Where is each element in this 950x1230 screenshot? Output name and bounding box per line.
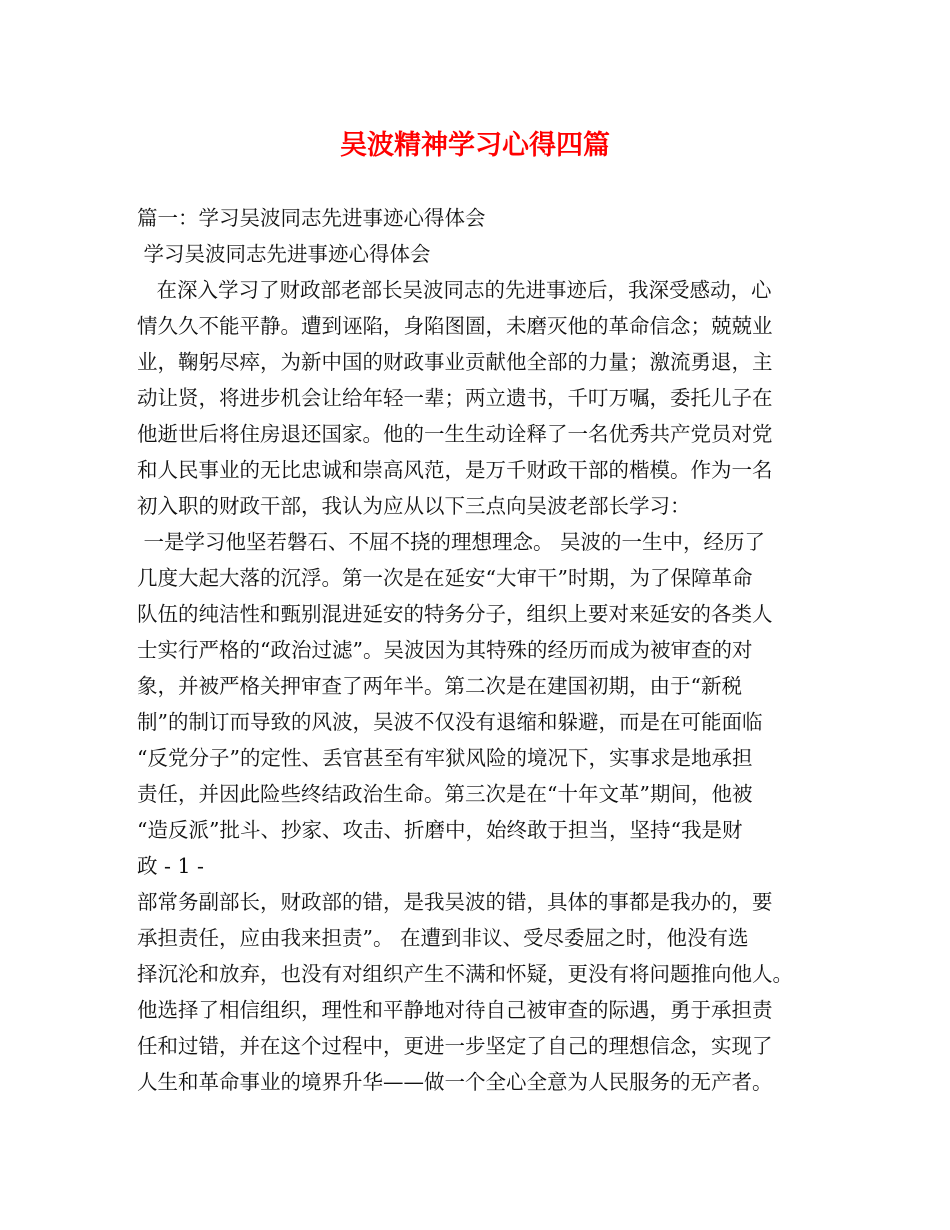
text-line: 人生和革命事业的境界升华——做一个全心全意为人民服务的无产者。 <box>137 1070 773 1094</box>
text-line: 初入职的财政干部，我认为应从以下三点向吴波老部长学习： <box>137 494 691 518</box>
text-line: 在深入学习了财政部老部长吴波同志的先进事迹后，我深受感动，心 <box>137 278 772 302</box>
text-line: 他选择了相信组织，理性和平静地对待自己被审查的际遇，勇于承担责 <box>137 998 773 1022</box>
text-line: 和人民事业的无比忠诚和崇高风范，是万千财政干部的楷模。作为一名 <box>137 458 773 482</box>
text-line: 部常务副部长，财政部的错，是我吴波的错，具体的事都是我办的，要 <box>137 890 773 914</box>
text-line: 任和过错，并在这个过程中，更进一步坚定了自己的理想信念，实现了 <box>137 1034 773 1058</box>
text-line: 情久久不能平静。遭到诬陷，身陷图圄，未磨灭他的革命信念；兢兢业 <box>137 314 773 338</box>
text-line: 择沉沦和放弃，也没有对组织产生不满和怀疑，更没有将问题推向他人。 <box>137 962 793 986</box>
text-line: 学习吴波同志先进事迹心得体会 <box>137 242 431 266</box>
text-line: 责任，并因此险些终结政治生命。第三次是在“十年文革”期间，他被 <box>137 782 753 806</box>
text-line: “反党分子”的定性、丢官甚至有牢狱风险的境况下，实事求是地承担 <box>137 746 753 770</box>
text-line-page-number: 政 - 1 - <box>137 854 204 878</box>
text-line: 他逝世后将住房退还国家。他的一生生动诠释了一名优秀共产党员对党 <box>137 422 773 446</box>
text-line: 一是学习他坚若磐石、不屈不挠的理想理念。 吴波的一生中，经历了 <box>137 530 766 554</box>
document-title: 吴波精神学习心得四篇 <box>340 130 610 161</box>
text-line: 几度大起大落的沉浮。第一次是在延安“大审干”时期，为了保障革命 <box>137 566 753 590</box>
text-line: 动让贤，将进步机会让给年轻一辈；两立遗书，千叮万嘱，委托儿子在 <box>137 386 773 410</box>
text-line: 篇一：学习吴波同志先进事迹心得体会 <box>137 206 486 230</box>
text-line: 队伍的纯洁性和甄别混进延安的特务分子，组织上要对来延安的各类人 <box>137 602 773 626</box>
text-line: 制”的制订而导致的风波，吴波不仅没有退缩和躲避，而是在可能面临 <box>137 710 763 734</box>
text-line: 士实行严格的“政治过滤”。吴波因为其特殊的经历而成为被审查的对 <box>137 638 753 662</box>
text-line: 象，并被严格关押审查了两年半。第二次是在建国初期，由于“新税 <box>137 674 742 698</box>
text-line: “造反派”批斗、抄家、攻击、折磨中，始终敢于担当，坚持“我是财 <box>137 818 743 842</box>
text-line: 承担责任，应由我来担责”。 在遭到非议、受尽委屈之时，他没有选 <box>137 926 749 950</box>
text-line: 业，鞠躬尽瘁，为新中国的财政事业贡献他全部的力量；激流勇退，主 <box>137 350 773 374</box>
